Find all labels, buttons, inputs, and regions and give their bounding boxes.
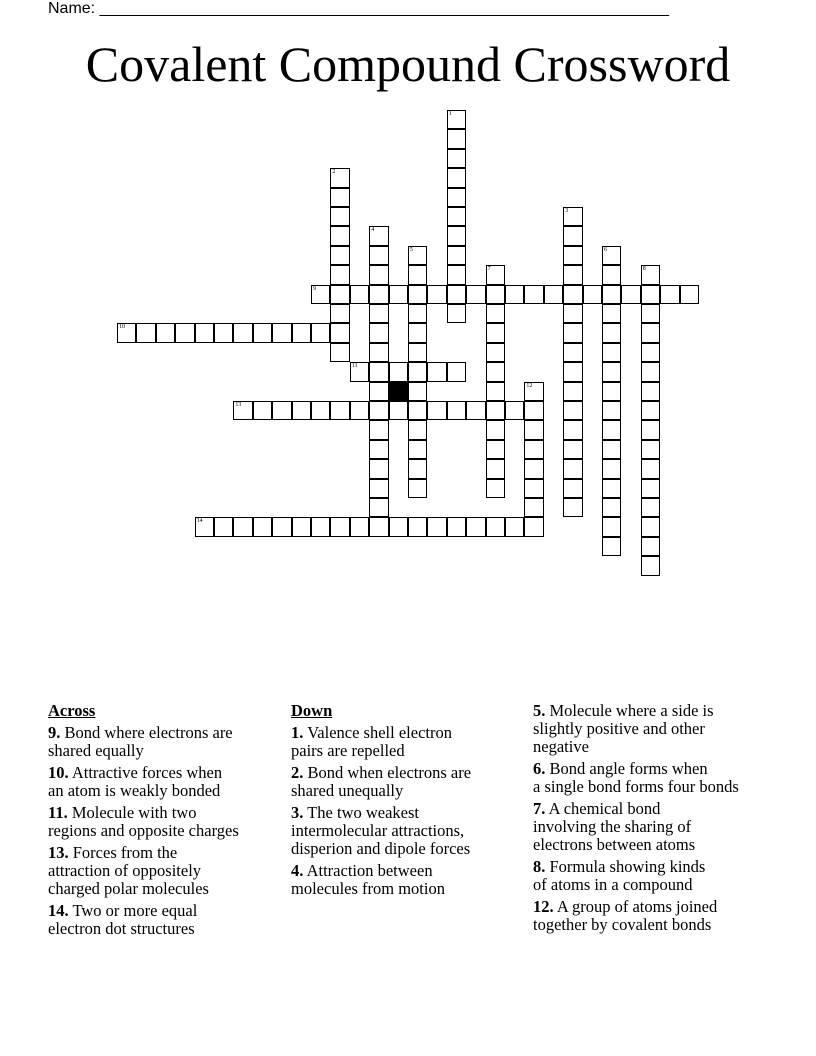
crossword-cell[interactable]: [486, 285, 505, 304]
crossword-cell[interactable]: [602, 382, 621, 401]
clue-text: Forces from the: [72, 843, 178, 862]
crossword-cell[interactable]: [602, 459, 621, 478]
crossword-cell[interactable]: [447, 265, 466, 284]
crossword-cell[interactable]: [195, 517, 214, 536]
crossword-cell[interactable]: [156, 323, 175, 342]
crossword-cell[interactable]: [563, 304, 582, 323]
crossword-cell[interactable]: [350, 285, 369, 304]
crossword-cell[interactable]: [330, 168, 349, 187]
clue-text: negative: [533, 737, 589, 756]
clue-item: [48, 844, 278, 898]
clue-text: attraction of oppositely: [48, 861, 202, 880]
crossword-cell[interactable]: [408, 246, 427, 265]
clue-item: [291, 804, 521, 858]
name-field-label: Name: ________________________________________________________________: [48, 0, 670, 17]
crossword-cell[interactable]: [602, 498, 621, 517]
clue-text: electrons between atoms: [533, 835, 696, 854]
crossword-cell[interactable]: [330, 265, 349, 284]
across-heading: Across: [48, 701, 96, 720]
clue-text: disperion and dipole forces: [291, 839, 471, 858]
clue-number: 13.: [48, 843, 69, 862]
crossword-cell[interactable]: [641, 420, 660, 439]
crossword-cell[interactable]: [369, 265, 388, 284]
crossword-cell[interactable]: [330, 226, 349, 245]
crossword-cell[interactable]: [408, 362, 427, 381]
crossword-cell[interactable]: [214, 323, 233, 342]
crossword-cell[interactable]: [641, 285, 660, 304]
clue-item: [291, 862, 521, 898]
crossword-cell[interactable]: [544, 285, 563, 304]
crossword-cell[interactable]: [447, 226, 466, 245]
clue-text: electron dot structures: [48, 919, 195, 938]
crossword-cell[interactable]: [486, 479, 505, 498]
crossword-cell[interactable]: [369, 343, 388, 362]
crossword-cell[interactable]: [680, 285, 699, 304]
crossword-cell[interactable]: [602, 517, 621, 536]
crossword-cell[interactable]: [330, 246, 349, 265]
clue-item: [48, 724, 278, 760]
cell-number: 12: [526, 382, 533, 389]
crossword-cell[interactable]: [486, 401, 505, 420]
clue-number: 11.: [48, 803, 68, 822]
crossword-cell[interactable]: [408, 382, 427, 401]
crossword-cell[interactable]: [369, 459, 388, 478]
cell-number: 13: [235, 402, 242, 408]
crossword-cell[interactable]: [563, 459, 582, 478]
crossword-cell[interactable]: [602, 537, 621, 556]
clue-text: involving the sharing of: [533, 817, 692, 836]
crossword-cell[interactable]: [486, 304, 505, 323]
clue-number: 10.: [48, 763, 69, 782]
cell-number: 3: [565, 208, 569, 214]
crossword-cell[interactable]: [505, 285, 524, 304]
crossword-cell[interactable]: [641, 362, 660, 381]
crossword-cell[interactable]: [486, 343, 505, 362]
crossword-cell[interactable]: [233, 401, 252, 420]
crossword-cell[interactable]: [524, 517, 543, 536]
crossword-cell[interactable]: [583, 285, 602, 304]
crossword-cell[interactable]: [563, 440, 582, 459]
clue-text: A group of atoms joined: [556, 897, 718, 916]
clue-number: 5.: [533, 701, 546, 720]
clue-text: Valence shell electron: [307, 723, 452, 742]
clue-number: 12.: [533, 897, 554, 916]
clue-text: regions and opposite charges: [48, 821, 239, 840]
crossword-cell[interactable]: [369, 246, 388, 265]
crossword-cell[interactable]: [524, 401, 543, 420]
clue-number: 7.: [533, 799, 546, 818]
crossword-cell[interactable]: [330, 188, 349, 207]
crossword-cell[interactable]: [330, 304, 349, 323]
crossword-cell[interactable]: [330, 323, 349, 342]
clue-number: 2.: [291, 763, 304, 782]
cell-number: 14: [196, 518, 203, 525]
crossword-cell[interactable]: [330, 517, 349, 536]
cell-number: 6: [604, 246, 607, 253]
clue-text: shared equally: [48, 741, 144, 760]
crossword-cell[interactable]: [330, 207, 349, 226]
crossword-cell[interactable]: [214, 517, 233, 536]
crossword-cell[interactable]: [466, 517, 485, 536]
crossword-cell[interactable]: [447, 129, 466, 148]
crossword-cell[interactable]: [447, 246, 466, 265]
crossword-cell[interactable]: [602, 440, 621, 459]
crossword-cell[interactable]: [602, 401, 621, 420]
clue-number: 1.: [291, 723, 304, 742]
crossword-cell[interactable]: [389, 517, 408, 536]
crossword-cell[interactable]: [408, 265, 427, 284]
crossword-cell[interactable]: [311, 323, 330, 342]
crossword-cell[interactable]: [563, 362, 582, 381]
crossword-cell[interactable]: [389, 401, 408, 420]
crossword-cell[interactable]: [524, 498, 543, 517]
clue-number: 3.: [291, 803, 304, 822]
crossword-cell[interactable]: [369, 226, 388, 245]
crossword-cell[interactable]: [563, 246, 582, 265]
crossword-cell[interactable]: [563, 226, 582, 245]
clue-text: Attractive forces when: [71, 763, 223, 782]
crossword-cell[interactable]: [369, 498, 388, 517]
clue-item: [533, 760, 773, 796]
clue-item: [48, 902, 278, 938]
crossword-cell[interactable]: [641, 537, 660, 556]
clue-text: slightly positive and other: [533, 719, 705, 738]
crossword-cell[interactable]: [408, 440, 427, 459]
crossword-cell[interactable]: [389, 285, 408, 304]
crossword-cell[interactable]: [602, 362, 621, 381]
crossword-cell[interactable]: [408, 401, 427, 420]
crossword-cell[interactable]: [486, 517, 505, 536]
crossword-cell[interactable]: [408, 517, 427, 536]
clue-number: 8.: [533, 857, 546, 876]
crossword-cell[interactable]: [563, 479, 582, 498]
crossword-cell[interactable]: [641, 459, 660, 478]
crossword-cell[interactable]: [563, 498, 582, 517]
crossword-cell[interactable]: [505, 401, 524, 420]
clue-text: A chemical bond: [548, 799, 661, 818]
crossword-cell[interactable]: [447, 304, 466, 323]
crossword-cell[interactable]: [350, 517, 369, 536]
crossword-cell[interactable]: [369, 304, 388, 323]
crossword-cell[interactable]: [602, 246, 621, 265]
clue-text: intermolecular attractions,: [291, 821, 465, 840]
clue-text: Molecule where a side is: [549, 701, 714, 720]
crossword-cell[interactable]: [447, 401, 466, 420]
cell-number: 7: [487, 266, 491, 273]
clue-number: 4.: [291, 861, 304, 880]
clue-text: pairs are repelled: [291, 741, 405, 760]
crossword-cell[interactable]: [641, 517, 660, 536]
crossword-cell[interactable]: [330, 285, 349, 304]
crossword-cell[interactable]: [447, 517, 466, 536]
crossword-cell[interactable]: [660, 285, 679, 304]
crossword-cell[interactable]: [602, 304, 621, 323]
crossword-cell[interactable]: [641, 401, 660, 420]
crossword-cell[interactable]: [486, 459, 505, 478]
crossword-cell[interactable]: [233, 517, 252, 536]
clue-number: 9.: [48, 723, 61, 742]
crossword-cell[interactable]: [408, 420, 427, 439]
black-cell: [389, 382, 408, 401]
crossword-cell[interactable]: [602, 420, 621, 439]
crossword-cell[interactable]: [195, 323, 214, 342]
crossword-cell[interactable]: [447, 207, 466, 226]
clue-text: Two or more equal: [72, 901, 198, 920]
crossword-cell[interactable]: [272, 517, 291, 536]
crossword-cell[interactable]: [350, 362, 369, 381]
crossword-cell[interactable]: [447, 110, 466, 129]
crossword-cell[interactable]: [563, 207, 582, 226]
crossword-cell[interactable]: [621, 285, 640, 304]
clue-text: Bond when electrons are: [307, 763, 472, 782]
clue-text: molecules from motion: [291, 879, 445, 898]
crossword-cell[interactable]: [136, 323, 155, 342]
crossword-cell[interactable]: [641, 323, 660, 342]
crossword-cell[interactable]: [369, 285, 388, 304]
crossword-cell[interactable]: [369, 401, 388, 420]
crossword-cell[interactable]: [563, 343, 582, 362]
clue-text: shared unequally: [291, 781, 404, 800]
clue-item: [48, 764, 278, 800]
crossword-cell[interactable]: [311, 285, 330, 304]
clue-text: The two weakest: [307, 803, 419, 822]
crossword-cell[interactable]: [505, 517, 524, 536]
crossword-cell[interactable]: [369, 517, 388, 536]
cell-number: 8: [642, 266, 646, 273]
crossword-cell[interactable]: [350, 401, 369, 420]
crossword-cell[interactable]: [486, 420, 505, 439]
clue-text: charged polar molecules: [48, 879, 209, 898]
crossword-cell[interactable]: [602, 265, 621, 284]
cell-number: 5: [410, 246, 413, 253]
clue-number: 6.: [533, 759, 546, 778]
clue-text: together by covalent bonds: [533, 915, 712, 934]
crossword-cell[interactable]: [447, 285, 466, 304]
cell-number: 1: [448, 111, 452, 117]
clue-item: [533, 898, 773, 934]
crossword-cell[interactable]: [641, 440, 660, 459]
down-clues-continued: [533, 702, 773, 938]
crossword-cell[interactable]: [253, 401, 272, 420]
crossword-cell[interactable]: [641, 382, 660, 401]
clue-item: [48, 804, 278, 840]
crossword-cell[interactable]: [272, 323, 291, 342]
across-clues: [48, 702, 278, 942]
crossword-cell[interactable]: [175, 323, 194, 342]
crossword-cell[interactable]: [602, 479, 621, 498]
clue-number: 14.: [48, 901, 69, 920]
crossword-cell[interactable]: [641, 479, 660, 498]
crossword-cell[interactable]: [447, 168, 466, 187]
crossword-cell[interactable]: [369, 479, 388, 498]
clue-item: [291, 724, 521, 760]
crossword-cell[interactable]: [602, 285, 621, 304]
crossword-cell[interactable]: [292, 401, 311, 420]
crossword-cell[interactable]: [369, 420, 388, 439]
crossword-cell[interactable]: [330, 343, 349, 362]
clue-item: [291, 764, 521, 800]
cell-number: 9: [313, 285, 316, 292]
crossword-cell[interactable]: [641, 498, 660, 517]
crossword-cell[interactable]: [447, 149, 466, 168]
crossword-cell[interactable]: [486, 382, 505, 401]
crossword-cell[interactable]: [408, 343, 427, 362]
crossword-cell[interactable]: [466, 401, 485, 420]
clue-text: Molecule with two: [71, 803, 197, 822]
clue-text: Bond where electrons are: [64, 723, 233, 742]
crossword-cell[interactable]: [486, 440, 505, 459]
crossword-cell[interactable]: [563, 323, 582, 342]
crossword-cell[interactable]: [602, 343, 621, 362]
crossword-cell[interactable]: [117, 323, 136, 342]
down-heading: Down: [291, 701, 333, 720]
crossword-cell[interactable]: [408, 323, 427, 342]
crossword-cell[interactable]: [272, 401, 291, 420]
crossword-cell[interactable]: [427, 401, 446, 420]
crossword-cell[interactable]: [311, 401, 330, 420]
crossword-cell[interactable]: [253, 323, 272, 342]
crossword-cell[interactable]: [408, 459, 427, 478]
crossword-cell[interactable]: [408, 479, 427, 498]
crossword-cell[interactable]: [369, 323, 388, 342]
crossword-cell[interactable]: [292, 323, 311, 342]
crossword-cell[interactable]: [369, 362, 388, 381]
crossword-cell[interactable]: [311, 517, 330, 536]
clue-item: [533, 858, 773, 894]
crossword-cell[interactable]: [563, 265, 582, 284]
crossword-cell[interactable]: [447, 362, 466, 381]
crossword-cell[interactable]: [369, 382, 388, 401]
crossword-cell[interactable]: [641, 265, 660, 284]
crossword-cell[interactable]: [486, 362, 505, 381]
crossword-cell[interactable]: [427, 517, 446, 536]
cell-number: 10: [119, 324, 125, 331]
crossword-cell[interactable]: [563, 401, 582, 420]
clue-item: [533, 702, 773, 756]
crossword-cell[interactable]: [369, 440, 388, 459]
clue-text: of atoms in a compound: [533, 875, 693, 894]
cell-number: 2: [332, 169, 336, 176]
crossword-cell[interactable]: [466, 285, 485, 304]
crossword-cell[interactable]: [563, 420, 582, 439]
crossword-cell[interactable]: [641, 343, 660, 362]
crossword-cell[interactable]: [486, 265, 505, 284]
crossword-cell[interactable]: [641, 556, 660, 575]
crossword-cell[interactable]: [389, 362, 408, 381]
crossword-cell[interactable]: [486, 323, 505, 342]
crossword-cell[interactable]: [641, 304, 660, 323]
crossword-cell[interactable]: [602, 323, 621, 342]
crossword-cell[interactable]: [408, 304, 427, 323]
crossword-cell[interactable]: [524, 420, 543, 439]
crossword-cell[interactable]: [563, 382, 582, 401]
crossword-cell[interactable]: [253, 517, 272, 536]
crossword-cell[interactable]: [524, 285, 543, 304]
down-clues: [291, 702, 521, 902]
page-title: Covalent Compound Crossword: [85, 36, 731, 92]
crossword-cell[interactable]: [292, 517, 311, 536]
crossword-cell[interactable]: [524, 440, 543, 459]
crossword-cell[interactable]: [427, 362, 446, 381]
clue-text: an atom is weakly bonded: [48, 781, 221, 800]
cell-number: 4: [371, 227, 375, 234]
crossword-cell[interactable]: [563, 285, 582, 304]
crossword-cell[interactable]: [408, 285, 427, 304]
clue-text: Attraction between: [306, 861, 433, 880]
crossword-cell[interactable]: [447, 188, 466, 207]
clue-item: [533, 800, 773, 854]
crossword-cell[interactable]: [524, 382, 543, 401]
crossword-cell[interactable]: [330, 401, 349, 420]
crossword-cell[interactable]: [233, 323, 252, 342]
crossword-cell[interactable]: [427, 285, 446, 304]
clue-text: Bond angle forms when: [549, 759, 708, 778]
clue-text: Formula showing kinds: [549, 857, 706, 876]
clue-text: a single bond forms four bonds: [533, 777, 739, 796]
crossword-cell[interactable]: [524, 459, 543, 478]
cell-number: 11: [351, 363, 358, 370]
crossword-cell[interactable]: [524, 479, 543, 498]
